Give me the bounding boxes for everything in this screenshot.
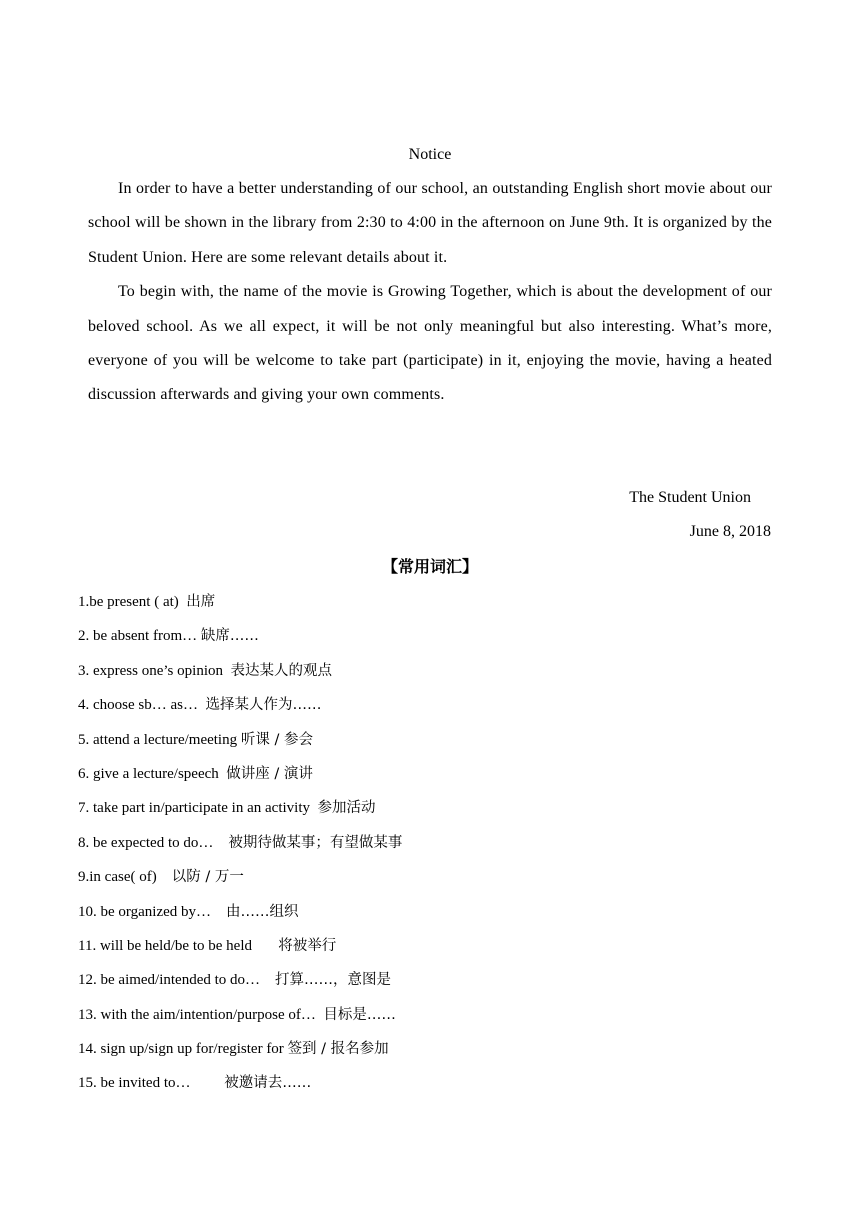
notice-title: Notice [408,146,452,163]
vocabulary-english: 11. will be held/be to be held [78,937,279,954]
notice-date: June 8, 2018 [689,523,771,540]
notice-body [88,172,772,413]
vocabulary-english: 9.in case( of) [78,869,172,886]
vocabulary-item [78,591,402,625]
vocabulary-english: 14. sign up/sign up for/register for [78,1041,288,1058]
vocabulary-item [78,832,402,866]
vocabulary-chinese: 被期待做某事；有望做某事 [228,834,403,851]
vocabulary-english: 4. choose sb… as… [78,697,206,714]
vocabulary-chinese: 选择某人作为…… [205,697,322,714]
vocabulary-english: 5. attend a lecture/meeting [78,731,241,748]
vocabulary-english: 8. be expected to do… [78,834,229,851]
vocabulary-english: 2. be absent from… [78,628,201,645]
vocabulary-chinese: 缺席…… [200,628,259,645]
vocabulary-english: 13. with the aim/intention/purpose of… [78,1006,324,1023]
vocabulary-chinese: 将被举行 [278,937,337,954]
vocabulary-chinese: 打算……，意图是 [275,972,392,989]
vocabulary-item [78,625,402,659]
notice-paragraph-1: In order to have a better understanding of our school, an outstanding English short movie about our school will be shown in the library from 2:30 to 4:00 in the afternoon on June 9th. It is organized by the Student Union. Here are some relevant details about it. [88,180,772,266]
vocabulary-chinese: 被邀请去…… [224,1075,312,1092]
vocabulary-item [78,935,402,969]
vocabulary-item [78,1072,402,1106]
vocabulary-item [78,1038,402,1072]
vocabulary-chinese: 听课 / 参会 [240,731,313,748]
vocabulary-english: 3. express one’s opinion [78,662,231,679]
vocabulary-chinese: 由……组织 [226,903,299,920]
notice-signature: The Student Union [629,489,751,506]
vocabulary-item [78,866,402,900]
vocabulary-english: 10. be organized by… [78,903,227,920]
vocabulary-chinese: 出席 [186,594,216,610]
vocabulary-english: 7. take part in/participate in an activity [78,800,318,817]
vocabulary-item [78,969,402,1003]
vocabulary-english: 15. be invited to… [78,1075,225,1092]
vocabulary-item [78,797,402,831]
vocabulary-item [78,901,402,935]
vocabulary-item [78,694,402,728]
vocabulary-chinese: 以防 / 万一 [171,869,244,886]
vocabulary-list [78,591,402,1107]
vocabulary-chinese: 签到 / 报名参加 [287,1041,389,1058]
vocabulary-heading: 【常用词汇】 [381,557,478,576]
vocabulary-english: 6. give a lecture/speech [78,765,227,782]
vocabulary-item [78,729,402,763]
vocabulary-item [78,1004,402,1038]
vocabulary-chinese: 做讲座 / 演讲 [226,765,313,782]
vocabulary-item [78,763,402,797]
vocabulary-english: 1.be present ( at) [78,594,187,610]
vocabulary-chinese: 参加活动 [317,800,376,817]
notice-paragraph-2: To begin with, the name of the movie is Growing Together, which is about the development of our beloved school. As we all expect, it will be not only meaningful but also interesting. What’s more, everyone of you will be welcome to take part (participate) in it, enjoying the movie, having a heated discussion afterwards and giving your own comments. [88,283,772,404]
vocabulary-item [78,660,402,694]
vocabulary-chinese: 目标是…… [323,1006,396,1023]
vocabulary-chinese: 表达某人的观点 [230,662,332,679]
vocabulary-english: 12. be aimed/intended to do… [78,972,276,989]
